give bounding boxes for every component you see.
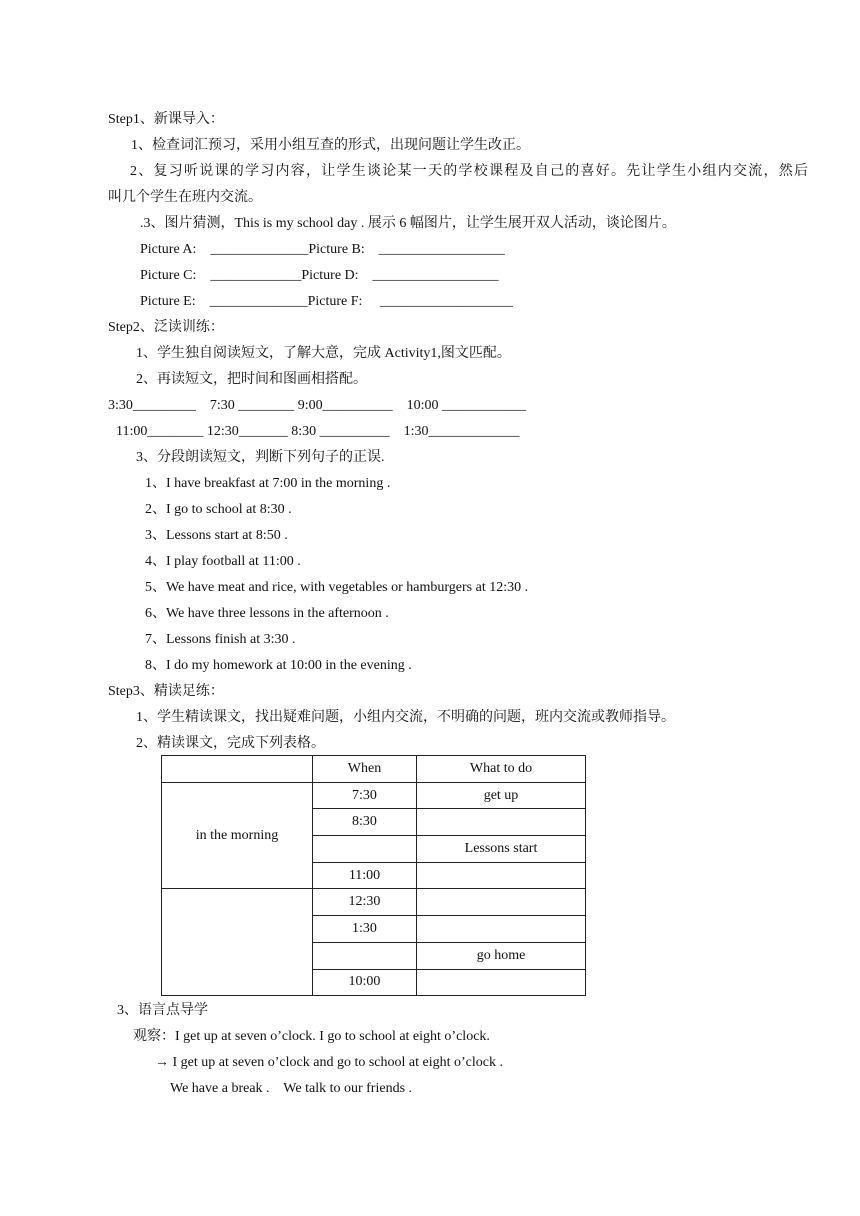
- observe-line: 观察：I get up at seven o’clock. I go to school at eight o’clock.: [133, 1029, 490, 1044]
- sentence-4: 4、I play football at 11:00 .: [145, 554, 301, 569]
- sentence-5: 5、We have meat and rice, with vegetables or hamburgers at 12:30 .: [145, 580, 529, 595]
- step2-heading: Step2、泛读训练：: [108, 320, 224, 335]
- picture-row-1: Picture A: ______________Picture B: __________________: [140, 242, 505, 257]
- step2-item-1: 1、学生独自阅读短文，了解大意，完成 Activity1,图文匹配。: [136, 346, 511, 361]
- step3-item-3: 3、语言点导学: [117, 1003, 208, 1018]
- table-cell-when: 10:00: [313, 969, 417, 996]
- table-cell-when: 12:30: [313, 889, 417, 916]
- table-header-cell: When: [313, 756, 417, 783]
- step1-item-2: [108, 159, 808, 211]
- step3-heading: Step3、精读足练：: [108, 684, 224, 699]
- table-cell-when: 11:00: [313, 862, 417, 889]
- step1-item-2-line-1: 2、复习听说课的学习内容，让学生谈论某一天的学校课程及自己的喜好。先让学生小组内交流，然后: [130, 164, 808, 179]
- table-cell-what: go home: [417, 942, 586, 969]
- step1-item-3: .3、图片猜测，This is my school day . 展示 6 幅图片，让学生展开双人活动，谈论图片。: [140, 216, 676, 231]
- table-cell-when: 1:30: [313, 916, 417, 943]
- sentence-6: 6、We have three lessons in the afternoon .: [145, 606, 389, 621]
- table-header-cell: [162, 756, 313, 783]
- sentence-3: 3、Lessons start at 8:50 .: [145, 528, 288, 543]
- schedule-table: [161, 755, 586, 996]
- break-line: We have a break . We talk to our friends .: [170, 1081, 413, 1096]
- sentence-7: 7、Lessons finish at 3:30 .: [145, 632, 296, 647]
- table-cell-what: [417, 916, 586, 943]
- step3-item-2: 2、精读课文，完成下列表格。: [136, 736, 325, 751]
- table-cell-what: Lessons start: [417, 836, 586, 863]
- table-cell-when: [313, 942, 417, 969]
- table-cell-what: [417, 969, 586, 996]
- step1-item-2-line-2: 叫几个学生在班内交流。: [108, 190, 262, 205]
- sentence-8: 8、I do my homework at 10:00 in the evening .: [145, 658, 412, 673]
- table-cell-what: [417, 889, 586, 916]
- step2-item-3: 3、分段朗读短文，判断下列句子的正误.: [136, 450, 385, 465]
- table-cell-when: 8:30: [313, 809, 417, 836]
- picture-row-3: Picture E: ______________Picture F: ___________________: [140, 294, 513, 309]
- times-row-2: 11:00________ 12:30_______ 8:30 __________ 1:30_____________: [116, 424, 520, 439]
- sentence-1: 1、I have breakfast at 7:00 in the morning .: [145, 476, 391, 491]
- table-header-row: [162, 756, 586, 783]
- step1-item-1: 1、检查词汇预习，采用小组互查的形式，出现问题让学生改正。: [131, 138, 530, 153]
- step2-item-2: 2、再读短文，把时间和图画相搭配。: [136, 372, 367, 387]
- table-row: [162, 782, 586, 809]
- picture-row-2: Picture C: _____________Picture D: __________________: [140, 268, 499, 283]
- table-cell-when: 7:30: [313, 782, 417, 809]
- times-row-1: 3:30_________ 7:30 ________ 9:00__________ 10:00 ____________: [108, 398, 527, 413]
- table-row: [162, 889, 586, 916]
- arrow-line: → I get up at seven o’clock and go to school at eight o’clock .: [155, 1055, 503, 1070]
- step1-heading: Step1、新课导入：: [108, 112, 224, 127]
- sentence-2: 2、I go to school at 8:30 .: [145, 502, 292, 517]
- table-cell-what: [417, 862, 586, 889]
- table-header-cell: What to do: [417, 756, 586, 783]
- table-cell-what: get up: [417, 782, 586, 809]
- table-cell-when: [313, 836, 417, 863]
- table-cell-what: [417, 809, 586, 836]
- group-label-morning: in the morning: [162, 782, 313, 889]
- group-label-afternoon: [162, 889, 313, 996]
- step3-item-1: 1、学生精读课文，找出疑难问题，小组内交流，不明确的问题，班内交流或教师指导。: [136, 710, 675, 725]
